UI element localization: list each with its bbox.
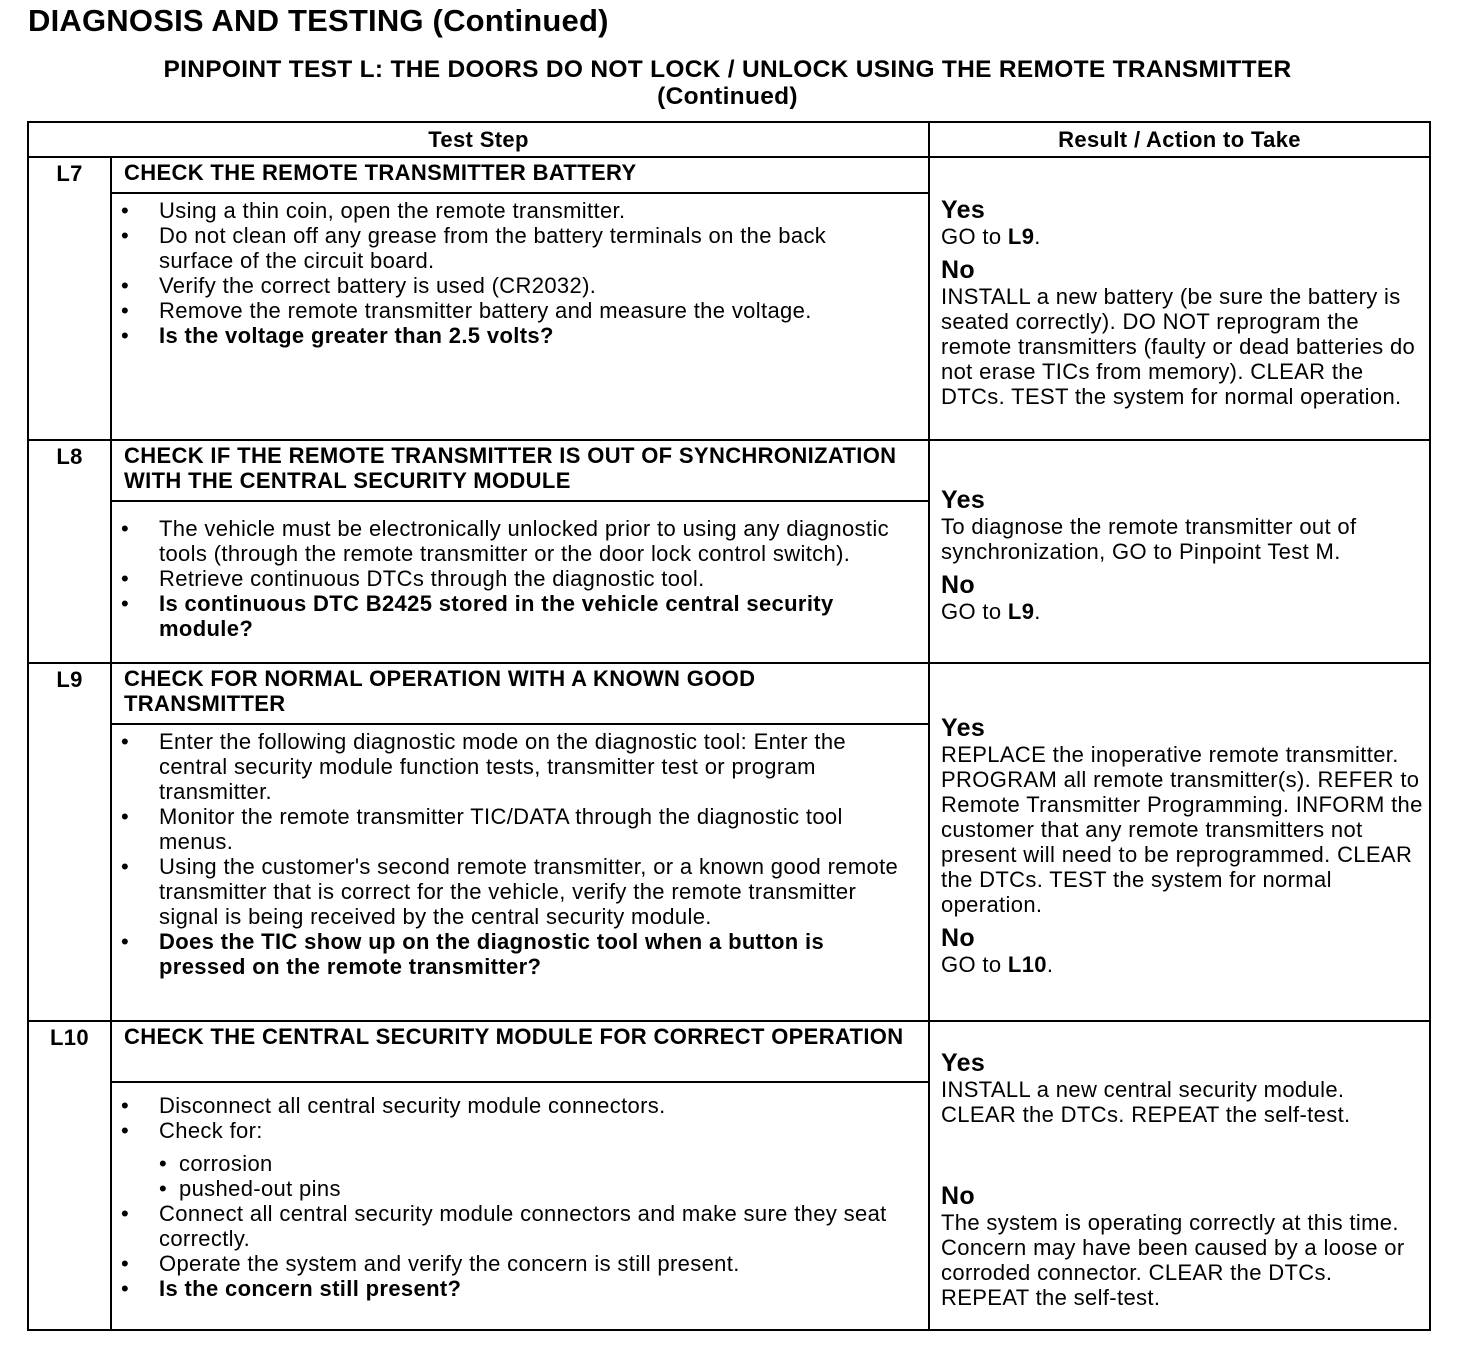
subtitle-continued: (Continued) [657, 83, 798, 110]
instruction-text: Verify the correct battery is used (CR2032). [159, 273, 597, 298]
sub-check-text: corrosion [179, 1151, 273, 1176]
step-instructions [26, 193, 844, 440]
instruction-text: Disconnect all central security module connectors. [159, 1093, 666, 1118]
pinpoint-test-title [27, 56, 1428, 110]
instruction-item [35, 929, 905, 979]
bullet-icon: • [121, 323, 130, 348]
action-text: GO to [941, 952, 1008, 977]
bullet-icon: • [121, 1201, 130, 1226]
instruction-text: Check for: [159, 1118, 263, 1143]
result-action-text [941, 224, 1423, 249]
instruction-item [35, 1118, 905, 1201]
bullet-icon: • [121, 566, 130, 591]
bullet-icon: • [121, 298, 130, 323]
bullet-icon: • [121, 591, 130, 616]
sub-check-item [159, 1176, 905, 1201]
instruction-text: Using a thin coin, open the remote transmitter. [159, 198, 626, 223]
instruction-text: Operate the system and verify the concern is still present. [159, 1251, 740, 1276]
instruction-item [35, 323, 905, 348]
test-step-heading-row [28, 663, 1430, 724]
step-number: L8 [28, 440, 111, 663]
result-no-label: No [941, 571, 976, 599]
result-action-cell [929, 1021, 1430, 1330]
step-number: L9 [28, 663, 111, 1021]
result-no-label: No [941, 924, 976, 952]
instruction-item [35, 1251, 905, 1276]
step-heading: CHECK THE CENTRAL SECURITY MODULE FOR CORRECT OPERATION [111, 1021, 929, 1082]
result-yes-label: Yes [941, 1048, 986, 1077]
step-instructions [26, 724, 899, 1021]
action-text: GO to [941, 223, 1008, 249]
step-instructions [26, 1082, 887, 1330]
instruction-item [35, 1201, 905, 1251]
instruction-list [35, 729, 905, 979]
diagnostic-question: Does the TIC show up on the diagnostic tool when a button is pressed on the remote transmitter? [159, 929, 825, 979]
step-number: L7 [28, 157, 111, 440]
instruction-item [35, 298, 905, 323]
step-number: L10 [28, 1021, 111, 1330]
instruction-text: Using the customer's second remote transmitter, or a known good remote transmitter that is correct for the vehicle, verify the remote transmitter signal is being received by the central security module. [159, 854, 899, 929]
instruction-item [35, 223, 905, 273]
result-action-cell [929, 157, 1430, 440]
page-title: DIAGNOSIS AND TESTING (Continued) [28, 3, 609, 38]
step-reference: L9 [1007, 599, 1035, 624]
instruction-item [35, 516, 905, 566]
instruction-list [35, 516, 905, 641]
diagnostic-question: Is the concern still present? [159, 1276, 462, 1301]
bullet-icon: • [121, 729, 130, 754]
step-heading: CHECK THE REMOTE TRANSMITTER BATTERY [111, 157, 929, 193]
table-header-row [28, 122, 1430, 157]
action-text: GO to [941, 599, 1008, 624]
instruction-text: Remove the remote transmitter battery and measure the voltage. [159, 298, 812, 323]
test-step-heading-row [28, 1021, 1430, 1082]
bullet-icon: • [121, 223, 130, 248]
instruction-list [35, 198, 905, 348]
instruction-text: Connect all central security module connectors and make sure they seat correctly. [159, 1201, 887, 1251]
instruction-item [35, 566, 905, 591]
result-action-cell [929, 663, 1430, 1021]
action-text: To diagnose the remote transmitter out of synchronization, GO to Pinpoint Test M. [941, 514, 1357, 564]
bullet-icon: • [121, 1093, 130, 1118]
result-action-text [941, 284, 1423, 409]
action-text: . [1046, 952, 1054, 977]
instruction-text: The vehicle must be electronically unlocked prior to using any diagnostic tools (through the remote transmitter or the door lock control switch). [159, 516, 889, 566]
result-yes-label: Yes [941, 195, 986, 224]
instruction-text: Do not clean off any grease from the battery terminals on the back surface of the circuit board. [159, 223, 827, 273]
instruction-item [35, 273, 905, 298]
instruction-list [35, 1093, 905, 1301]
instruction-item [35, 198, 905, 223]
bullet-icon: • [121, 1276, 130, 1301]
result-action-text [941, 1077, 1423, 1127]
result-no-label: No [941, 1181, 976, 1210]
sub-check-item [159, 1151, 905, 1176]
column-header-test-step: Test Step [28, 122, 929, 157]
instruction-item [35, 854, 905, 929]
bullet-icon: • [121, 929, 130, 954]
bullet-icon: • [159, 1151, 168, 1176]
instruction-item [35, 591, 905, 641]
result-action-text [941, 514, 1423, 564]
test-step-heading-row [28, 157, 1430, 193]
instruction-text: Enter the following diagnostic mode on the diagnostic tool: Enter the central security module function tests, transmitter test or program transmitter. [159, 729, 847, 804]
result-action-text [941, 1210, 1423, 1310]
instruction-text: Retrieve continuous DTCs through the diagnostic tool. [159, 566, 705, 591]
step-heading: CHECK FOR NORMAL OPERATION WITH A KNOWN GOOD TRANSMITTER [111, 663, 929, 724]
pinpoint-test-table [27, 121, 1431, 1331]
subtitle-line: PINPOINT TEST L: THE DOORS DO NOT LOCK / UNLOCK USING THE REMOTE TRANSMITTER [163, 56, 1292, 83]
instruction-item [35, 804, 905, 854]
column-header-result: Result / Action to Take [929, 122, 1430, 157]
diagnostic-question: Is continuous DTC B2425 stored in the vehicle central security module? [159, 591, 834, 641]
result-yes-label: Yes [941, 714, 986, 742]
result-action-cell [929, 440, 1430, 663]
step-reference: L10 [1007, 952, 1047, 977]
result-action-text [941, 599, 1423, 624]
action-text: . [1034, 223, 1041, 249]
result-action-text [941, 742, 1423, 917]
test-step-heading-row [28, 440, 1430, 501]
action-text: The system is operating correctly at this time. Concern may have been caused by a loose or corroded connector. CLEAR the DTCs. REPEAT the self-test. [941, 1209, 1405, 1310]
bullet-icon: • [159, 1176, 168, 1201]
bullet-icon: • [121, 273, 130, 298]
step-reference: L9 [1007, 223, 1035, 249]
instruction-text: Monitor the remote transmitter TIC/DATA through the diagnostic tool menus. [159, 804, 843, 854]
result-no-label: No [941, 255, 976, 284]
result-yes-label: Yes [941, 486, 986, 514]
sub-check-list [159, 1151, 905, 1201]
bullet-icon: • [121, 854, 130, 879]
instruction-item [35, 1093, 905, 1118]
bullet-icon: • [121, 198, 130, 223]
step-heading: CHECK IF THE REMOTE TRANSMITTER IS OUT OF SYNCHRONIZATION WITH THE CENTRAL SECURITY MODULE [111, 440, 929, 501]
bullet-icon: • [121, 516, 130, 541]
bullet-icon: • [121, 1251, 130, 1276]
instruction-item [35, 1276, 905, 1301]
action-text: . [1034, 599, 1041, 624]
sub-check-text: pushed-out pins [179, 1176, 341, 1201]
action-text: INSTALL a new battery (be sure the battery is seated correctly). DO NOT reprogram the remote transmitters (faulty or dead batteries do not erase TICs from memory). CLEAR the DTCs. TEST the system for normal operation. [941, 283, 1416, 409]
bullet-icon: • [121, 804, 130, 829]
diagnostic-question: Is the voltage greater than 2.5 volts? [159, 323, 554, 348]
action-text: REPLACE the inoperative remote transmitter. PROGRAM all remote transmitter(s). REFER to Remote Transmitter Programming. INFORM the customer that any remote transmitters not present will need to be reprogrammed. CLEAR the DTCs. TEST the system for normal operation. [941, 742, 1423, 917]
bullet-icon: • [121, 1118, 130, 1143]
result-action-text [941, 952, 1423, 977]
instruction-item [35, 729, 905, 804]
step-instructions [26, 501, 889, 663]
action-text: INSTALL a new central security module. CLEAR the DTCs. REPEAT the self-test. [941, 1076, 1351, 1127]
